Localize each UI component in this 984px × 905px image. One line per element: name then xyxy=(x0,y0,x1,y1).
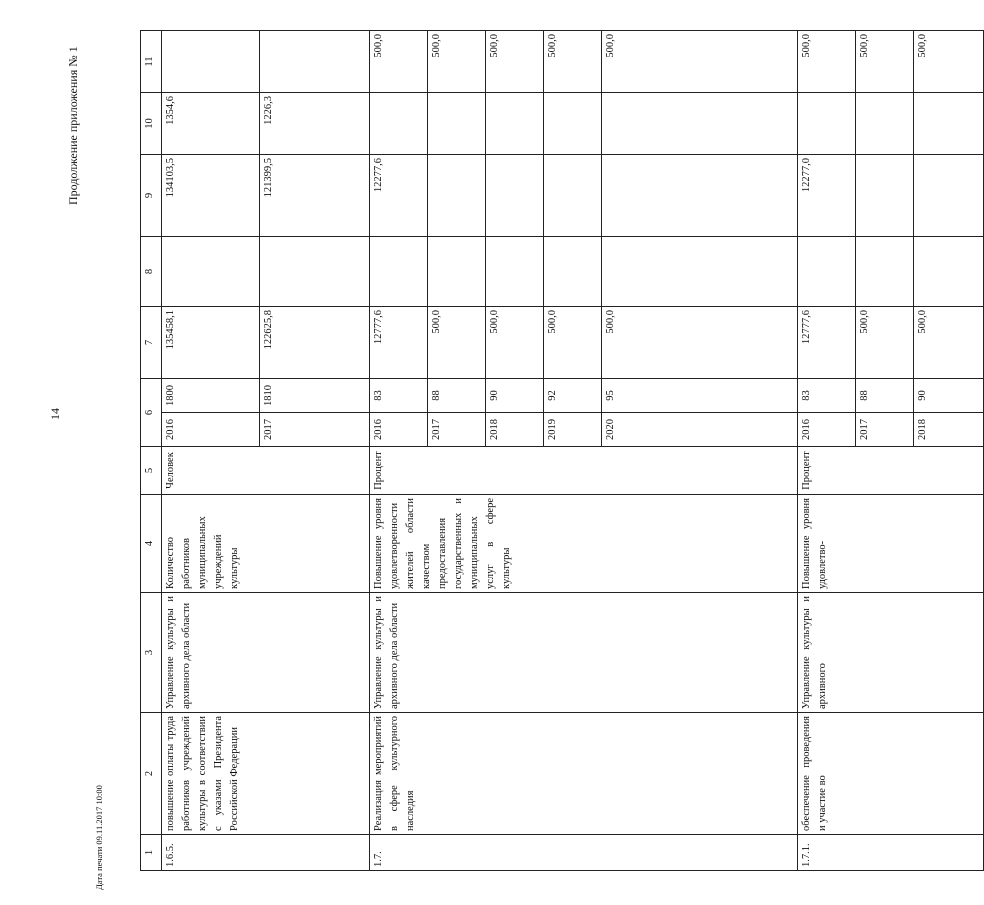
municipal-funding xyxy=(602,93,798,155)
table-row xyxy=(798,31,856,871)
federal-funding xyxy=(856,237,914,307)
print-date: Дата печати 09.11.2017 10:00 xyxy=(94,785,104,890)
measure-name: обеспечение проведения и участие во xyxy=(798,713,984,835)
year-cell: 2019 xyxy=(544,413,602,447)
indicator-value: 1810 xyxy=(260,379,370,413)
column-number-row xyxy=(141,31,162,871)
indicator-name: Повышение уровня удовлетво- xyxy=(798,495,984,593)
regional-funding xyxy=(914,155,984,237)
regional-funding: 134103,5 xyxy=(162,155,260,237)
regional-funding: 12277,6 xyxy=(370,155,428,237)
indicator-value: 1800 xyxy=(162,379,260,413)
col-header-1: 1 xyxy=(141,835,162,871)
year-cell: 2020 xyxy=(602,413,798,447)
municipal-funding xyxy=(486,93,544,155)
federal-funding xyxy=(544,237,602,307)
col-header-2: 2 xyxy=(141,713,162,835)
year-cell: 2016 xyxy=(798,413,856,447)
federal-funding xyxy=(798,237,856,307)
other-funding: 500,0 xyxy=(428,31,486,93)
col-header-6: 6 xyxy=(141,379,162,447)
indicator-name: Количество работников муниципальных учреждений культуры xyxy=(162,495,370,593)
executor: Управление культуры и архивного дела области xyxy=(370,593,798,713)
regional-funding xyxy=(602,155,798,237)
col-header-3: 3 xyxy=(141,593,162,713)
col-header-8: 8 xyxy=(141,237,162,307)
col-header-11: 11 xyxy=(141,31,162,93)
total-funding: 135458,1 xyxy=(162,307,260,379)
other-funding: 500,0 xyxy=(856,31,914,93)
rotated-table-container xyxy=(140,31,928,871)
other-funding xyxy=(162,31,260,93)
total-funding: 500,0 xyxy=(428,307,486,379)
measure-name: повышение оплаты труда работников учреждений культуры в соответствии с указами Президента Российской Федерации xyxy=(162,713,370,835)
indicator-value: 95 xyxy=(602,379,798,413)
indicator-value: 88 xyxy=(856,379,914,413)
federal-funding xyxy=(914,237,984,307)
year-cell: 2017 xyxy=(428,413,486,447)
regional-funding xyxy=(856,155,914,237)
municipal-funding: 1226,3 xyxy=(260,93,370,155)
year-cell: 2016 xyxy=(162,413,260,447)
col-header-5: 5 xyxy=(141,447,162,495)
municipal-funding xyxy=(856,93,914,155)
indicator-value: 83 xyxy=(370,379,428,413)
measure-name: Реализация мероприятий в сфере культурного наследия xyxy=(370,713,798,835)
unit: Процент xyxy=(798,447,984,495)
table-body xyxy=(162,31,984,871)
indicator-value: 83 xyxy=(798,379,856,413)
federal-funding xyxy=(370,237,428,307)
total-funding: 500,0 xyxy=(602,307,798,379)
federal-funding xyxy=(602,237,798,307)
col-header-9: 9 xyxy=(141,155,162,237)
unit: Человек xyxy=(162,447,370,495)
other-funding: 500,0 xyxy=(602,31,798,93)
municipal-funding xyxy=(544,93,602,155)
col-header-4: 4 xyxy=(141,495,162,593)
item-code: 1.7.1. xyxy=(798,835,984,871)
total-funding: 500,0 xyxy=(486,307,544,379)
table-row xyxy=(370,31,428,871)
executor: Управление культуры и архивного дела области xyxy=(162,593,370,713)
total-funding: 500,0 xyxy=(914,307,984,379)
federal-funding xyxy=(428,237,486,307)
executor: Управление культуры и архивного xyxy=(798,593,984,713)
other-funding: 500,0 xyxy=(370,31,428,93)
other-funding: 500,0 xyxy=(914,31,984,93)
continuation-heading: Продолжение приложения № 1 xyxy=(66,46,80,205)
year-cell: 2016 xyxy=(370,413,428,447)
indicator-value: 90 xyxy=(486,379,544,413)
indicator-name: Повышение уровня удовлетворенности жителей области качеством предоставления государственных и муниципальных услуг в сфере культуры xyxy=(370,495,798,593)
page-number: 14 xyxy=(48,408,62,420)
item-code: 1.6.5. xyxy=(162,835,370,871)
regional-funding xyxy=(544,155,602,237)
other-funding xyxy=(260,31,370,93)
total-funding: 500,0 xyxy=(856,307,914,379)
unit: Процент xyxy=(370,447,798,495)
municipal-funding xyxy=(914,93,984,155)
indicator-value: 90 xyxy=(914,379,984,413)
federal-funding xyxy=(486,237,544,307)
total-funding: 122625,8 xyxy=(260,307,370,379)
regional-funding: 121399,5 xyxy=(260,155,370,237)
other-funding: 500,0 xyxy=(798,31,856,93)
regional-funding xyxy=(428,155,486,237)
municipal-funding xyxy=(370,93,428,155)
federal-funding xyxy=(162,237,260,307)
indicator-value: 88 xyxy=(428,379,486,413)
municipal-funding xyxy=(428,93,486,155)
total-funding: 500,0 xyxy=(544,307,602,379)
col-header-7: 7 xyxy=(141,307,162,379)
total-funding: 12777,6 xyxy=(798,307,856,379)
regional-funding xyxy=(486,155,544,237)
federal-funding xyxy=(260,237,370,307)
year-cell: 2017 xyxy=(260,413,370,447)
year-cell: 2017 xyxy=(856,413,914,447)
total-funding: 12777,6 xyxy=(370,307,428,379)
indicator-value: 92 xyxy=(544,379,602,413)
other-funding: 500,0 xyxy=(544,31,602,93)
year-cell: 2018 xyxy=(914,413,984,447)
program-table xyxy=(140,30,984,871)
table-row xyxy=(162,31,260,871)
municipal-funding xyxy=(798,93,856,155)
municipal-funding: 1354,6 xyxy=(162,93,260,155)
year-cell: 2018 xyxy=(486,413,544,447)
col-header-10: 10 xyxy=(141,93,162,155)
item-code: 1.7. xyxy=(370,835,798,871)
regional-funding: 12277,0 xyxy=(798,155,856,237)
other-funding: 500,0 xyxy=(486,31,544,93)
